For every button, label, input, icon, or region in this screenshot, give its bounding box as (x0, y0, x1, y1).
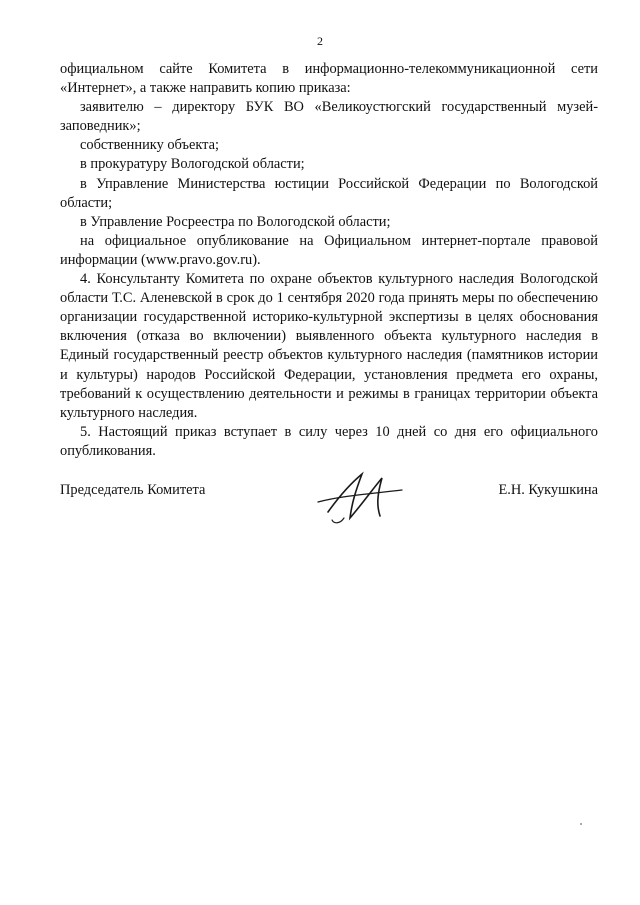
recipient-publication: на официальное опубликование на Официальном интернет-портале правовой информации (www.pravo.gov.ru). (60, 232, 598, 268)
handwritten-signature-icon (310, 468, 430, 526)
signatory-title: Председатель Комитета (60, 482, 206, 498)
paragraph-continuation: официальном сайте Комитета в информационно-телекоммуникационной сети «Интернет», а также направить копию приказа: (60, 61, 598, 97)
recipient-prosecutor: в прокуратуру Вологодской области; (80, 156, 305, 173)
recipient-owner: собственнику объекта; (80, 137, 220, 154)
signatory-name: Е.Н. Кукушкина (498, 482, 598, 498)
signature-block (60, 482, 598, 532)
recipient-applicant: заявителю – директору БУК ВО «Великоустюгский государственный музей-заповедник»; (60, 99, 598, 135)
paragraph-item-5: 5. Настоящий приказ вступает в силу через 10 дней со дня его официального опубликования. (60, 423, 598, 459)
document-body (60, 60, 598, 461)
paragraph-item-4: 4. Консультанту Комитета по охране объектов культурного наследия Вологодской области Т.С. Аленевской в срок до 1 сентября 2020 года принять меры по обеспечению организации государственной историко-культурной экспертизы в целях обоснования включения (отказа во включении) выявленного объекта культурного наследия в Единый государственный реестр объектов культурного наследия (памятников истории и культуры) народов Российской Федерации, установления предмета его охраны, требований к осуществлению деятельности и режимы в границах территории объекта культурного наследия. (60, 271, 598, 421)
page-number: 2 (317, 34, 323, 48)
scan-speck (580, 823, 582, 825)
recipient-justice-ministry: в Управление Министерства юстиции Российской Федерации по Вологодской области; (60, 175, 598, 211)
recipient-rosreestr: в Управление Росреестра по Вологодской области; (80, 213, 391, 230)
